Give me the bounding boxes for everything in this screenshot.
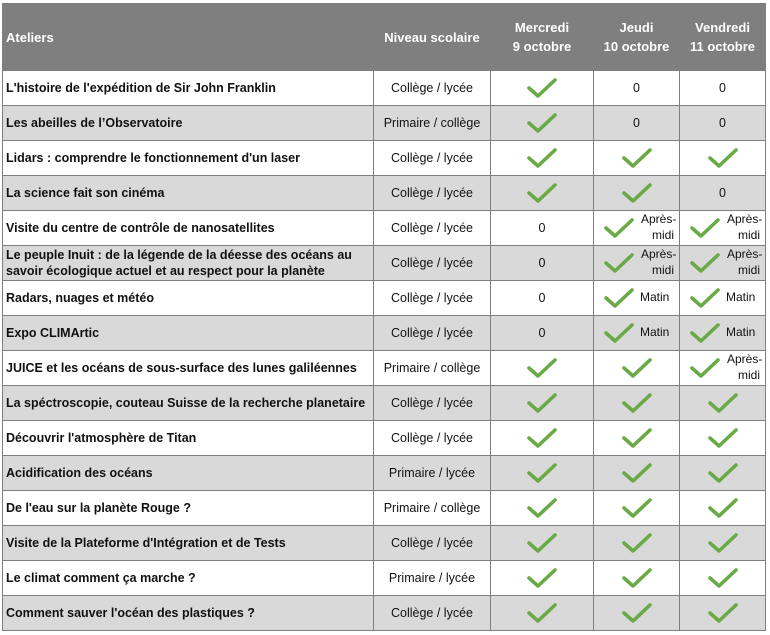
school-level: Primaire / collège [374,491,491,526]
day-cell [491,351,594,386]
day-cell [594,211,680,246]
unavailable-value: 0 [538,291,546,305]
check-icon [526,532,558,554]
session-note-line1: Après- [727,352,763,366]
unavailable-value: 0 [538,326,546,340]
session-note: Matin [726,290,756,304]
day-cell [594,596,680,631]
check-icon [621,602,653,624]
check-icon [707,462,739,484]
workshop-name: Le peuple Inuit : de la légende de la déesse des océans au savoir écologique actuel et au respect pour la planète [3,246,374,281]
table-row [3,526,766,561]
table-row [3,141,766,176]
workshop-name: De l'eau sur la planète Rouge ? [3,491,374,526]
day-cell [491,386,594,421]
day-cell [680,211,766,246]
header-day-wednesday [491,4,594,71]
check-icon [526,182,558,204]
check-icon [707,427,739,449]
school-level: Collège / lycée [374,281,491,316]
day-cell [491,211,594,246]
day-cell [491,491,594,526]
day-cell [680,106,766,141]
day-cell [491,106,594,141]
school-level: Collège / lycée [374,316,491,351]
table-body [3,71,766,631]
school-level: Primaire / collège [374,351,491,386]
check-icon [689,287,721,309]
check-icon [621,147,653,169]
day-cell [680,491,766,526]
unavailable-value: 0 [538,221,546,235]
school-level: Collège / lycée [374,596,491,631]
day-cell [491,526,594,561]
header-row [3,4,766,71]
check-icon [526,462,558,484]
table-row [3,351,766,386]
check-icon [707,392,739,414]
check-icon [526,112,558,134]
check-icon [526,392,558,414]
check-icon [707,532,739,554]
workshop-name: JUICE et les océans de sous-surface des lunes galiléennes [3,351,374,386]
day-cell [594,316,680,351]
day-date: 11 octobre [689,39,756,54]
workshop-name: Radars, nuages et météo [3,281,374,316]
day-name: Vendredi [695,20,750,35]
table-row [3,211,766,246]
session-note-line1: Après- [641,247,677,261]
day-cell [680,421,766,456]
school-level: Primaire / lycée [374,456,491,491]
school-level: Collège / lycée [374,246,491,281]
session-note-line2: midi [652,228,675,242]
workshop-name: Le climat comment ça marche ? [3,561,374,596]
session-note-line2: midi [738,368,761,382]
unavailable-value: 0 [633,116,640,130]
day-cell [594,456,680,491]
check-icon [621,567,653,589]
workshop-name: La science fait son cinéma [3,176,374,211]
unavailable-value: 0 [538,256,546,270]
session-note-line1: Après- [727,212,763,226]
day-cell [680,281,766,316]
check-icon [526,357,558,379]
session-note-line1: Après- [727,247,763,261]
check-icon [526,77,558,99]
day-cell [491,561,594,596]
school-level: Collège / lycée [374,386,491,421]
day-cell [594,386,680,421]
table-row [3,106,766,141]
workshop-name: La spéctroscopie, couteau Suisse de la recherche planetaire [3,386,374,421]
day-cell [680,141,766,176]
check-icon [707,497,739,519]
day-cell [594,491,680,526]
unavailable-value: 0 [633,81,640,95]
unavailable-value: 0 [719,81,726,95]
day-cell [491,596,594,631]
check-icon [689,217,721,239]
day-cell [680,246,766,281]
table-row [3,246,766,281]
day-date: 10 octobre [603,39,670,54]
table-row [3,281,766,316]
check-icon [621,532,653,554]
day-cell [491,141,594,176]
day-cell [680,456,766,491]
school-level: Primaire / collège [374,106,491,141]
check-icon [526,602,558,624]
day-cell [680,71,766,106]
session-note-line1: Après- [641,212,677,226]
check-icon [707,147,739,169]
day-cell [680,316,766,351]
workshop-name: Expo CLIMArtic [3,316,374,351]
day-name: Jeudi [619,20,654,35]
day-cell [594,71,680,106]
check-icon [707,602,739,624]
check-icon [707,567,739,589]
day-cell [491,246,594,281]
check-icon [621,182,653,204]
session-note: Matin [726,325,756,339]
day-cell [491,71,594,106]
check-icon [526,427,558,449]
check-icon [603,217,635,239]
workshop-name: Comment sauver l'océan des plastiques ? [3,596,374,631]
day-cell [680,596,766,631]
session-note: Matin [640,325,670,339]
day-cell [594,351,680,386]
table-row [3,561,766,596]
workshop-name: Visite de la Plateforme d'Intégration et de Tests [3,526,374,561]
session-note-line2: midi [652,263,675,277]
session-note: Matin [640,290,670,304]
day-cell [680,351,766,386]
day-cell [491,176,594,211]
table-row [3,386,766,421]
header-day-friday [680,4,766,71]
school-level: Collège / lycée [374,71,491,106]
day-cell [594,106,680,141]
header-workshops: Ateliers [3,4,374,71]
check-icon [689,322,721,344]
school-level: Collège / lycée [374,176,491,211]
day-cell [491,456,594,491]
day-cell [594,176,680,211]
day-cell [491,316,594,351]
day-cell [594,246,680,281]
table-row [3,71,766,106]
table-row [3,491,766,526]
school-level: Collège / lycée [374,421,491,456]
workshop-name: Lidars : comprendre le fonctionnement d'un laser [3,141,374,176]
table-row [3,316,766,351]
header-day-thursday [594,4,680,71]
table-row [3,596,766,631]
check-icon [526,567,558,589]
day-cell [594,281,680,316]
check-icon [621,427,653,449]
workshop-name: Acidification des océans [3,456,374,491]
workshop-name: Découvrir l'atmosphère de Titan [3,421,374,456]
day-name: Mercredi [514,20,570,35]
check-icon [621,462,653,484]
school-level: Collège / lycée [374,526,491,561]
workshop-name: L'histoire de l'expédition de Sir John Franklin [3,71,374,106]
day-cell [594,561,680,596]
check-icon [621,497,653,519]
day-cell [680,386,766,421]
school-level: Primaire / lycée [374,561,491,596]
workshop-name: Visite du centre de contrôle de nanosatellites [3,211,374,246]
session-note-line2: midi [738,228,761,242]
workshop-schedule-table [2,3,766,631]
table-row [3,176,766,211]
day-cell [680,176,766,211]
header-school-level: Niveau scolaire [374,4,491,71]
day-date: 9 octobre [512,39,572,54]
check-icon [621,357,653,379]
day-cell [594,526,680,561]
school-level: Collège / lycée [374,211,491,246]
workshop-name: Les abeilles de l’Observatoire [3,106,374,141]
day-cell [491,421,594,456]
check-icon [526,497,558,519]
unavailable-value: 0 [719,116,726,130]
table-header [3,4,766,71]
session-note-line2: midi [738,263,761,277]
day-cell [594,421,680,456]
day-cell [680,561,766,596]
check-icon [621,392,653,414]
unavailable-value: 0 [719,186,726,200]
check-icon [689,357,721,379]
check-icon [526,147,558,169]
check-icon [603,322,635,344]
school-level: Collège / lycée [374,141,491,176]
check-icon [689,252,721,274]
table-row [3,421,766,456]
check-icon [603,287,635,309]
day-cell [680,526,766,561]
check-icon [603,252,635,274]
day-cell [491,281,594,316]
table-row [3,456,766,491]
day-cell [594,141,680,176]
